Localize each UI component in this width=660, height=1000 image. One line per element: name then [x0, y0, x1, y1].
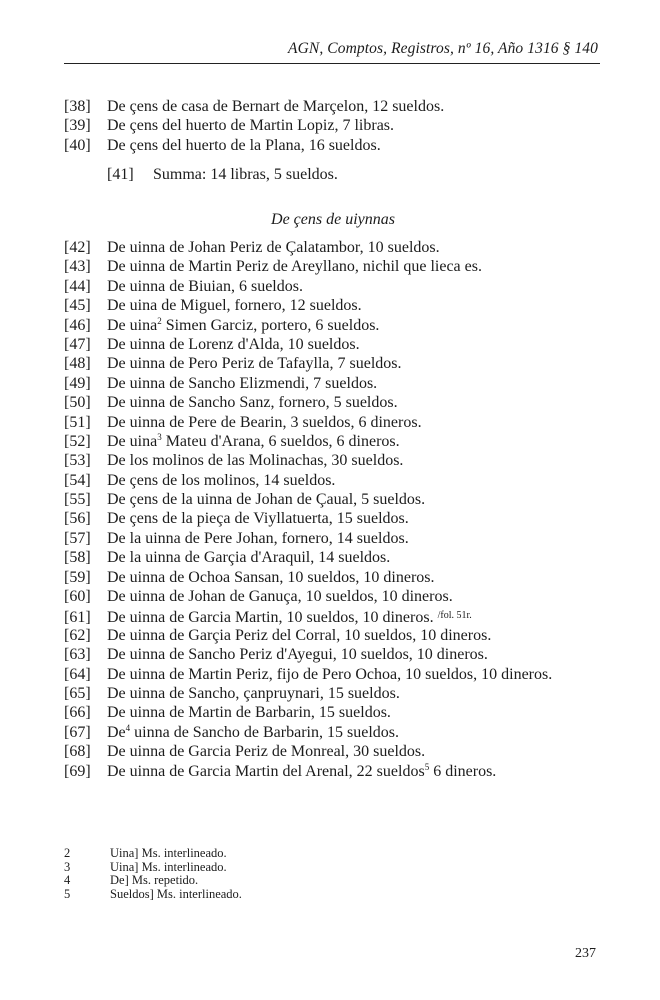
entry-number: [67] [64, 723, 91, 741]
entry-row [64, 97, 624, 116]
entry-row [64, 374, 624, 393]
entry-text: De uinna de Ochoa Sansan, 10 sueldos, 10 dineros. [107, 568, 435, 586]
entry-row [64, 645, 624, 664]
entry-row [64, 509, 624, 528]
footnote-text: Sueldos] Ms. interlineado. [110, 886, 242, 901]
entry-row [64, 762, 624, 781]
footnote [64, 861, 242, 875]
entry-number: [52] [64, 432, 91, 450]
entries-list [64, 238, 624, 781]
entry-text: De uinna de Sancho, çanpruynari, 15 sueldos. [107, 684, 400, 702]
entry-row [64, 606, 624, 625]
entry-number: [64] [64, 665, 91, 683]
entry-number: [69] [64, 762, 91, 780]
footnote-text: De] Ms. repetido. [110, 873, 199, 888]
entry-text: De çens de los molinos, 14 sueldos. [107, 471, 336, 489]
footnote-ref: 5 [424, 761, 430, 772]
footnote-text: Uina] Ms. interlineado. [110, 859, 227, 874]
entry-row [64, 432, 624, 451]
entry-text: De uinna de Johan de Ganuça, 10 sueldos, 10 dineros. [107, 588, 453, 606]
entry-number: [47] [64, 335, 91, 353]
entry-text: De la uinna de Pere Johan, fornero, 14 sueldos. [107, 529, 409, 547]
entry-row [64, 296, 624, 315]
footnote-number: 4 [64, 873, 71, 888]
entry-text: De los molinos de las Molinachas, 30 sueldos. [107, 452, 404, 470]
footnote-number: 2 [64, 846, 71, 860]
entries-top-list [64, 97, 624, 155]
entry-text: De çens del huerto de Martin Lopiz, 7 libras. [107, 117, 395, 135]
entry-row [64, 703, 624, 722]
entry-number: [42] [64, 239, 91, 256]
entry-text: De uinna de Johan Periz de Çalatambor, 10 sueldos. [107, 239, 440, 256]
entry-row [64, 490, 624, 509]
summa-text: Summa: 14 libras, 5 sueldos. [153, 166, 338, 183]
footnote-number: 3 [64, 859, 71, 874]
running-header: AGN, Comptos, Registros, nº 16, Año 1316 § 140 [288, 40, 598, 57]
entry-text: De çens de la uinna de Johan de Çaual, 5 sueldos. [107, 491, 426, 509]
entry-row [64, 393, 624, 412]
entry-number: [59] [64, 568, 91, 586]
entry-text: De [107, 723, 126, 741]
entry-row [64, 136, 624, 155]
entry-row [64, 626, 624, 645]
entry-text: De uinna de Martin de Barbarin, 15 sueldos. [107, 704, 391, 722]
entry-row [64, 257, 624, 276]
entry-row [64, 548, 624, 567]
footnote-ref: 3 [157, 431, 162, 442]
footnote [64, 847, 242, 861]
entry-text-cont: Mateu d'Arana, 6 sueldos, 6 dineros. [161, 432, 400, 450]
entry-row [64, 684, 624, 703]
entry-text: De uina [107, 432, 158, 450]
entry-text-cont: 6 dineros. [429, 762, 497, 780]
entry-row [64, 335, 624, 354]
entry-row [64, 723, 624, 742]
entry-number: [65] [64, 684, 91, 702]
entry-number: [46] [64, 316, 91, 334]
entry-text-cont: uinna de Sancho de Barbarin, 15 sueldos. [130, 723, 399, 741]
entry-row [64, 665, 624, 684]
entry-number: [50] [64, 394, 91, 412]
summa-line [107, 165, 338, 184]
entry-row [64, 354, 624, 373]
entry-number: [56] [64, 510, 91, 528]
entry-row [64, 471, 624, 490]
entry-text: De çens de casa de Bernart de Marçelon, 12 sueldos. [107, 98, 445, 115]
entry-text-cont: Simen Garciz, portero, 6 sueldos. [161, 316, 380, 334]
entry-number: [48] [64, 355, 91, 373]
entry-text: De uinna de Garçia Periz del Corral, 10 sueldos, 10 dineros. [107, 626, 492, 644]
entry-row [64, 277, 624, 296]
entry-number: [44] [64, 277, 91, 295]
entry-text: De çens del huerto de la Plana, 16 sueldos. [107, 136, 381, 154]
entry-number: [54] [64, 471, 91, 489]
entry-row [64, 116, 624, 135]
entry-row [64, 413, 624, 432]
entry-text: De la uinna de Garçia d'Araquil, 14 sueldos. [107, 549, 391, 567]
entry-row [64, 529, 624, 548]
entry-text: De uinna de Garcia Martin del Arenal, 22 sueldos [107, 762, 425, 780]
entry-number: [60] [64, 588, 91, 606]
section-title: De çens de uiynnas [271, 211, 395, 228]
entry-row [64, 742, 624, 761]
summa-number: [41] [107, 166, 134, 183]
entry-number: [58] [64, 549, 91, 567]
entry-row [64, 238, 624, 257]
entry-row [64, 587, 624, 606]
entry-number: [61] [64, 609, 91, 627]
entry-text: De uinna de Pere de Bearin, 3 sueldos, 6 dineros. [107, 413, 422, 431]
entry-text: De uinna de Sancho Elizmendi, 7 sueldos. [107, 374, 378, 392]
entry-text: De uinna de Martin Periz de Areyllano, nichil que lieca es. [107, 258, 482, 276]
entry-text: De uina de Miguel, fornero, 12 sueldos. [107, 297, 362, 315]
footnote [64, 888, 242, 902]
entry-text: De uinna de Garcia Martin, 10 sueldos, 10 dineros. [107, 609, 438, 627]
entry-row [64, 316, 624, 335]
entry-number: [53] [64, 452, 91, 470]
entry-number: [39] [64, 117, 91, 135]
entry-text: De uinna de Sancho Sanz, fornero, 5 sueldos. [107, 394, 398, 412]
footnote-ref: 4 [125, 722, 131, 733]
entry-text: De uinna de Sancho Periz d'Ayegui, 10 sueldos, 10 dineros. [107, 646, 488, 664]
folio-marker: /fol. 51r. [437, 610, 472, 622]
entry-number: [51] [64, 413, 91, 431]
entry-text: De uinna de Garcia Periz de Monreal, 30 sueldos. [107, 743, 426, 761]
entry-number: [40] [64, 136, 91, 154]
entry-row [64, 568, 624, 587]
entry-number: [38] [64, 98, 91, 115]
entry-number: [43] [64, 258, 91, 276]
entry-text: De uinna de Pero Periz de Tafaylla, 7 sueldos. [107, 355, 402, 373]
footnote-number: 5 [64, 886, 71, 901]
entry-text: De çens de la pieça de Viyllatuerta, 15 sueldos. [107, 510, 409, 528]
entry-number: [68] [64, 743, 91, 761]
entry-text: De uinna de Biuian, 6 sueldos. [107, 277, 303, 295]
header-rule [64, 63, 600, 64]
entry-text: De uinna de Lorenz d'Alda, 10 sueldos. [107, 335, 360, 353]
entry-number: [63] [64, 646, 91, 664]
page-number: 237 [575, 946, 596, 961]
entry-text: De uinna de Martin Periz, fijo de Pero Ochoa, 10 sueldos, 10 dineros. [107, 665, 553, 683]
entry-number: [55] [64, 491, 91, 509]
entry-number: [62] [64, 626, 91, 644]
entry-row [64, 451, 624, 470]
entry-number: [45] [64, 297, 91, 315]
entry-number: [57] [64, 529, 91, 547]
entry-number: [49] [64, 374, 91, 392]
entry-text: De uina [107, 316, 158, 334]
entry-number: [66] [64, 704, 91, 722]
footnote-ref: 2 [157, 315, 162, 326]
footnote [64, 874, 242, 888]
footnotes [64, 847, 242, 901]
footnote-text: Uina] Ms. interlineado. [110, 846, 227, 860]
